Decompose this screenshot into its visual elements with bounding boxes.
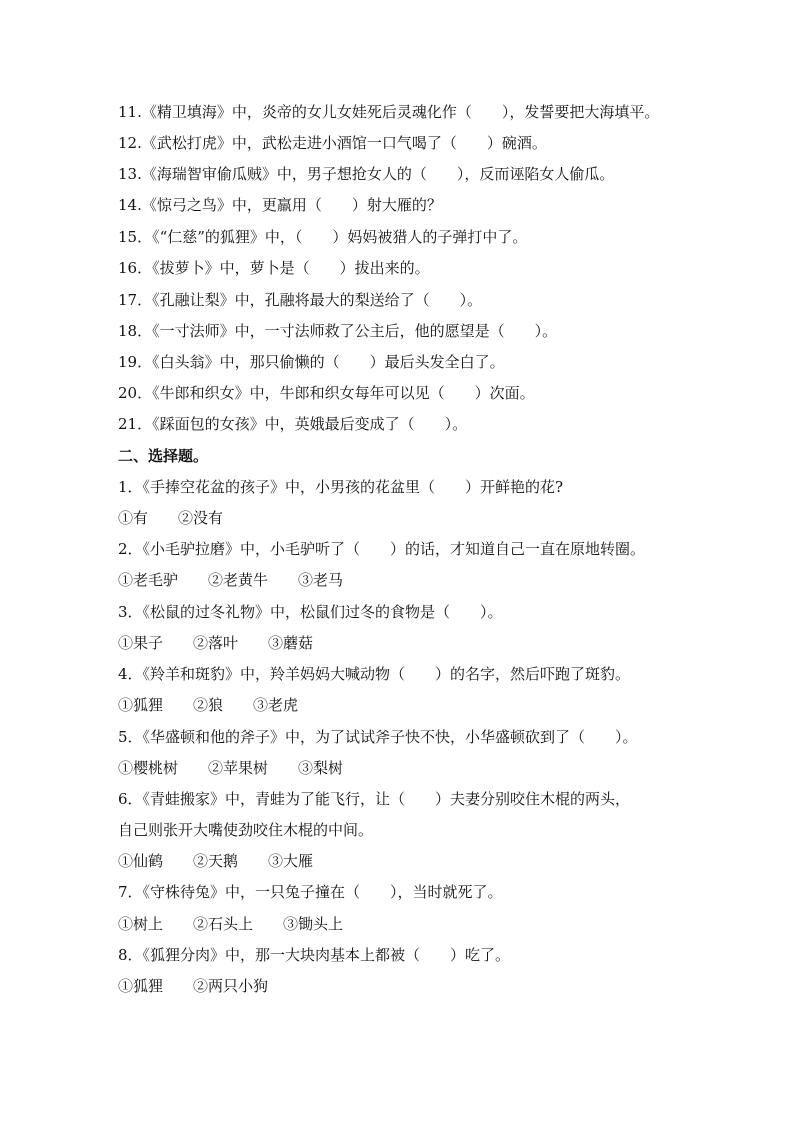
fill-item-14: 14.《惊弓之鸟》中，更羸用（ ）射大雁的？ <box>118 196 442 214</box>
question-8: 8．《狐狸分肉》中，那一大块肉基本上都被（ ）吃了。 <box>118 946 511 964</box>
fill-item-21: 21．《踩面包的女孩》中，英娥最后变成了（ ）。 <box>118 415 468 433</box>
fill-item-18: 18．《一寸法师》中，一寸法师救了公主后，他的愿望是（ ）。 <box>118 322 558 340</box>
options-2: ①老毛驴 ②老黄牛 ③老马 <box>118 571 344 589</box>
fill-item-16: 16．《拔萝卜》中，萝卜是（ ）拔出来的。 <box>118 259 430 277</box>
fill-item-11: 11.《精卫填海》中，炎帝的女儿女娃死后灵魂化作（ ），发誓要把大海填平。 <box>118 103 660 121</box>
question-5: 5．《华盛顿和他的斧子》中，为了试试斧子快不快，小华盛顿砍到了（ ）。 <box>118 728 638 746</box>
options-3: ①果子 ②落叶 ③蘑菇 <box>118 634 314 652</box>
fill-item-20: 20．《牛郎和织女》中，牛郎和织女每年可以见（ ）次面。 <box>118 384 535 402</box>
question-3: 3．《松鼠的过冬礼物》中，松鼠们过冬的食物是（ ）。 <box>118 603 503 621</box>
question-2: 2．《小毛驴拉磨》中，小毛驴听了（ ）的话，才知道自己一直在原地转圈。 <box>118 540 646 558</box>
fill-item-15: 15．《“仁慈”的狐狸》中，（ ）妈妈被猎人的子弹打中了。 <box>118 228 528 246</box>
fill-item-13: 13.《海瑞智审偷瓜贼》中，男子想抢女人的（ ），反而诬陷女人偷瓜。 <box>118 165 615 183</box>
options-4: ①狐狸 ②狼 ③老虎 <box>118 696 299 714</box>
question-7: 7．《守株待兔》中，一只兔子撞在（ ），当时就死了。 <box>118 883 503 901</box>
options-5: ①樱桃树 ②苹果树 ③梨树 <box>118 759 344 777</box>
question-6: 6．《青蛙搬家》中，青蛙为了能飞行，让（ ）夫妻分别咬住木棍的两头， <box>118 790 631 808</box>
question-6-continued: 自己则张开大嘴使劲咬住木棍的中间。 <box>118 821 374 839</box>
fill-item-19: 19．《白头翁》中，那只偷懒的（ ）最后头发全白了。 <box>118 353 505 371</box>
options-6: ①仙鹤 ②天鹅 ③大雁 <box>118 852 314 870</box>
options-8: ①狐狸 ②两只小狗 <box>118 977 269 995</box>
section-heading: 二、选择题。 <box>118 447 209 465</box>
fill-item-17: 17．《孔融让梨》中，孔融将最大的梨送给了（ ）。 <box>118 291 483 309</box>
question-1: 1．《手捧空花盆的孩子》中，小男孩的花盆里（ ）开鲜艳的花? <box>118 478 564 496</box>
options-7: ①树上 ②石头上 ③锄头上 <box>118 915 344 933</box>
options-1: ①有 ②没有 <box>118 509 224 527</box>
fill-item-12: 12.《武松打虎》中，武松走进小酒馆一口气喝了（ ）碗酒。 <box>118 134 547 152</box>
question-4: 4．《羚羊和斑豹》中，羚羊妈妈大喊动物（ ）的名字，然后吓跑了斑豹。 <box>118 665 631 683</box>
